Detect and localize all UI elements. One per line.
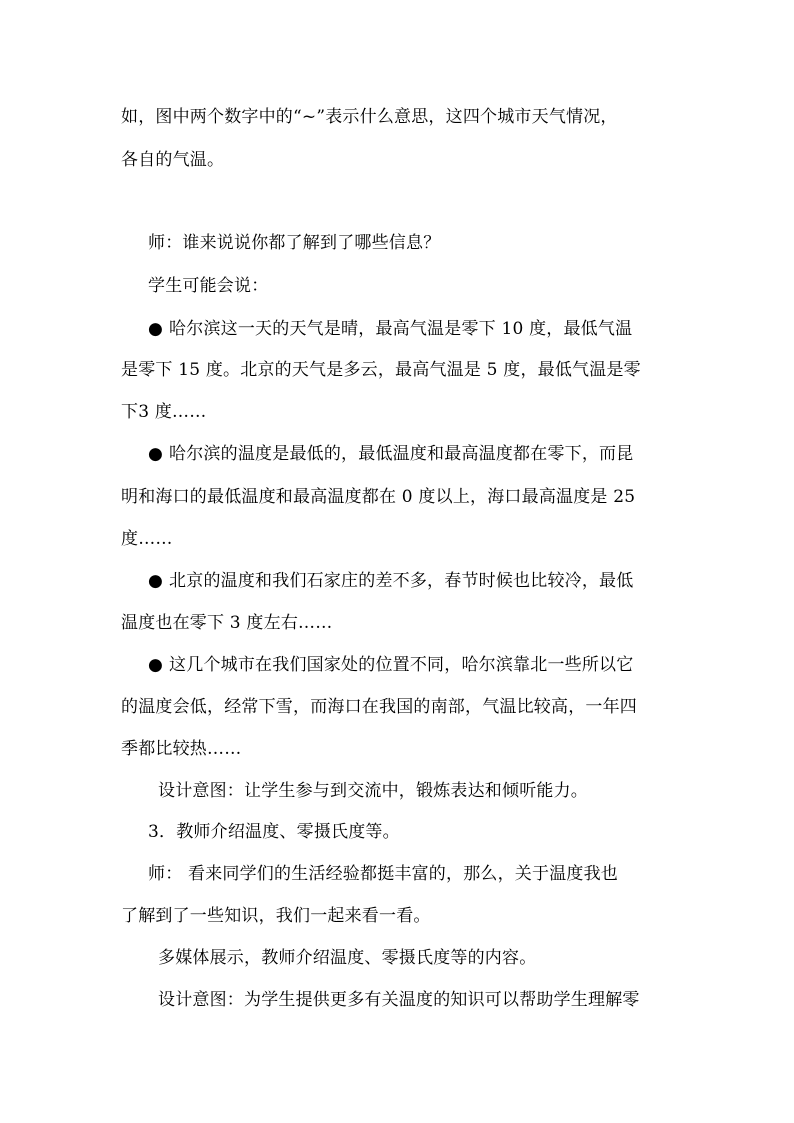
design-intent: 设计意图：为学生提供更多有关温度的知识可以帮助学生理解零 [158, 990, 640, 1010]
teacher-question: 师：谁来说说你都了解到了哪些信息？ [148, 233, 441, 253]
bullet-item [148, 442, 633, 466]
paragraph-line: 各自的气温。 [121, 150, 225, 170]
section-heading: 3．教师介绍温度、零摄氏度等。 [148, 822, 400, 842]
bullet-item [148, 653, 633, 677]
paragraph-line: 了解到了一些知识，我们一起来看一看。 [121, 906, 431, 926]
teacher-speech: 师： 看来同学们的生活经验都挺丰富的，那么，关于温度我也 [148, 864, 619, 884]
bullet-icon: ● [148, 444, 164, 464]
bullet-item [148, 569, 633, 593]
bullet-text: 北京的温度和我们石家庄的差不多，春节时候也比较冷，最低 [169, 571, 634, 591]
bullet-text: 这几个城市在我们国家处的位置不同，哈尔滨靠北一些所以它 [169, 655, 634, 675]
paragraph-line: 如，图中两个数字中的“~”表示什么意思，这四个城市天气情况， [121, 107, 618, 127]
bullet-item [148, 317, 632, 341]
bullet-text: 哈尔滨的温度是最低的，最低温度和最高温度都在零下，而昆 [169, 444, 634, 464]
bullet-icon: ● [148, 571, 164, 591]
paragraph-line: 度…… [121, 529, 173, 549]
bullet-icon: ● [148, 655, 164, 675]
design-intent: 设计意图：让学生参与到交流中，锻炼表达和倾听能力。 [158, 781, 588, 801]
bullet-icon: ● [148, 319, 164, 339]
bullet-text: 哈尔滨这一天的天气是晴，最高气温是零下 10 度，最低气温 [169, 319, 633, 339]
paragraph-line: 季都比较热…… [121, 739, 242, 759]
paragraph-line: 多媒体展示，教师介绍温度、零摄氏度等的内容。 [158, 948, 537, 968]
paragraph-line: 下3 度…… [121, 402, 207, 422]
paragraph-line: 温度也在零下 3 度左右…… [121, 613, 333, 633]
paragraph-line: 的温度会低，经常下雪，而海口在我国的南部，气温比较高，一年四 [121, 697, 637, 717]
paragraph-line: 明和海口的最低温度和最高温度都在 0 度以上，海口最高温度是 25 [121, 487, 636, 507]
paragraph-line: 是零下 15 度。北京的天气是多云，最高气温是 5 度，最低气温是零 [121, 360, 641, 380]
paragraph-line: 学生可能会说： [148, 276, 269, 296]
